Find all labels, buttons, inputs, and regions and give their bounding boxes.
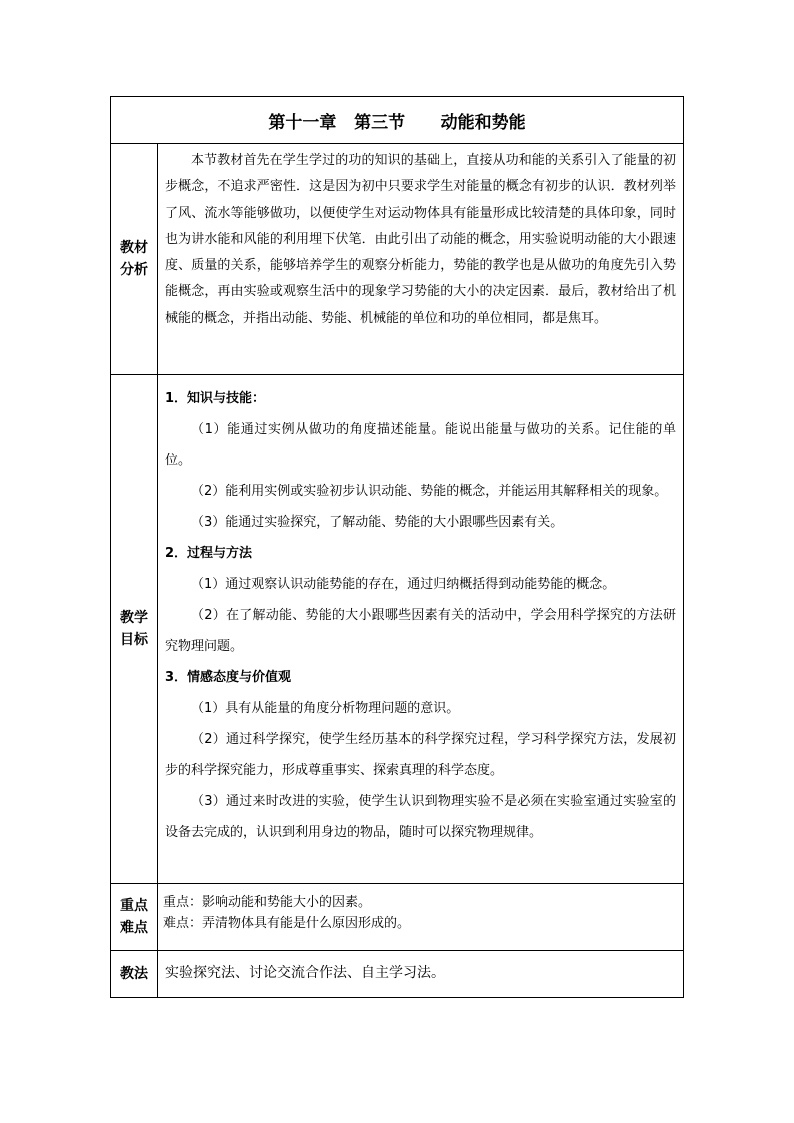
analysis-content: [158, 144, 684, 375]
analysis-row: [111, 144, 684, 375]
method-row: [111, 951, 684, 998]
lesson-plan-table: [110, 96, 684, 998]
goal-item: （1）能通过实例从做功的角度描述能量。能说出能量与做功的关系。记住能的单位。: [165, 422, 676, 468]
method-label: 教法: [111, 951, 158, 998]
goal-heading-process: 2．过程与方法: [165, 546, 253, 561]
goals-label-line2: 目标: [120, 632, 148, 648]
goal-item: （1）具有从能量的角度分析物理问题的意识。: [191, 701, 460, 716]
page-title: [111, 97, 684, 144]
analysis-label-line2: 分析: [120, 262, 148, 278]
goal-item: （2）在了解动能、势能的大小跟哪些因素有关的活动中，学会用科学探究的方法研究物理问题。: [165, 608, 676, 654]
key-points-label: [111, 884, 158, 951]
analysis-text: 本节教材首先在学生学过的功的知识的基础上，直接从功和能的关系引入了能量的初步概念，不追求严密性．这是因为初中只要求学生对能量的概念有初步的认识．教材列举了风、流水等能够做功，以便使学生对运动物体具有能量形成比较清楚的具体印象，同时也为讲水能和风能的利用埋下伏笔．由此引出了动能的概念，用实验说明动能的大小跟速度、质量的关系，能够培养学生的观察分析能力，势能的教学也是从做功的角度先引入势能概念，再由实验或观察生活中的现象学习势能的大小的决定因素．最后，教材给出了机械能的概念，并指出动能、势能、机械能的单位和功的单位相同，都是焦耳。: [165, 153, 676, 326]
goals-content: [158, 375, 684, 884]
goal-item: （2）能利用实例或实验初步认识动能、势能的概念，并能运用其解释相关的现象。: [191, 484, 668, 499]
goal-item: （1）通过观察认识动能势能的存在，通过归纳概括得到动能势能的概念。: [191, 577, 616, 592]
goals-row: [111, 375, 684, 884]
goal-item: （3）通过来时改进的实验，使学生认识到物理实验不是必须在实验室通过实验室的设备去完成的，认识到利用身边的物品，随时可以探究物理规律。: [165, 794, 676, 840]
topic-label: 动能和势能: [440, 112, 526, 133]
analysis-label-line1: 教材: [120, 240, 148, 256]
key-points-row: [111, 884, 684, 951]
section-label: 第三节: [354, 112, 406, 133]
goal-item: （2）通过科学探究，使学生经历基本的科学探究过程，学习科学探究方法，发展初步的科学探究能力，形成尊重事实、探索真理的科学态度。: [165, 732, 676, 778]
key-points-label-line2: 难点: [120, 920, 148, 936]
goal-item: （3）能通过实验探究，了解动能、势能的大小跟哪些因素有关。: [191, 515, 564, 530]
method-content: [158, 951, 684, 998]
difficulty-text: 难点：弄清物体具有能是什么原因形成的。: [163, 916, 411, 931]
goal-heading-attitude: 3．情感态度与价值观: [165, 670, 292, 685]
key-points-content: [158, 884, 684, 951]
goals-label: [111, 375, 158, 884]
key-points-label-line1: 重点: [120, 898, 148, 914]
goal-heading-knowledge: 1．知识与技能：: [165, 391, 266, 406]
method-text: 实验探究法、讨论交流合作法、自主学习法。: [165, 965, 445, 981]
analysis-label: [111, 144, 158, 375]
goals-label-line1: 教学: [120, 610, 148, 626]
key-point-text: 重点：影响动能和势能大小的因素。: [163, 895, 372, 910]
chapter-label: 第十一章: [268, 112, 337, 133]
title-row: [111, 97, 684, 144]
